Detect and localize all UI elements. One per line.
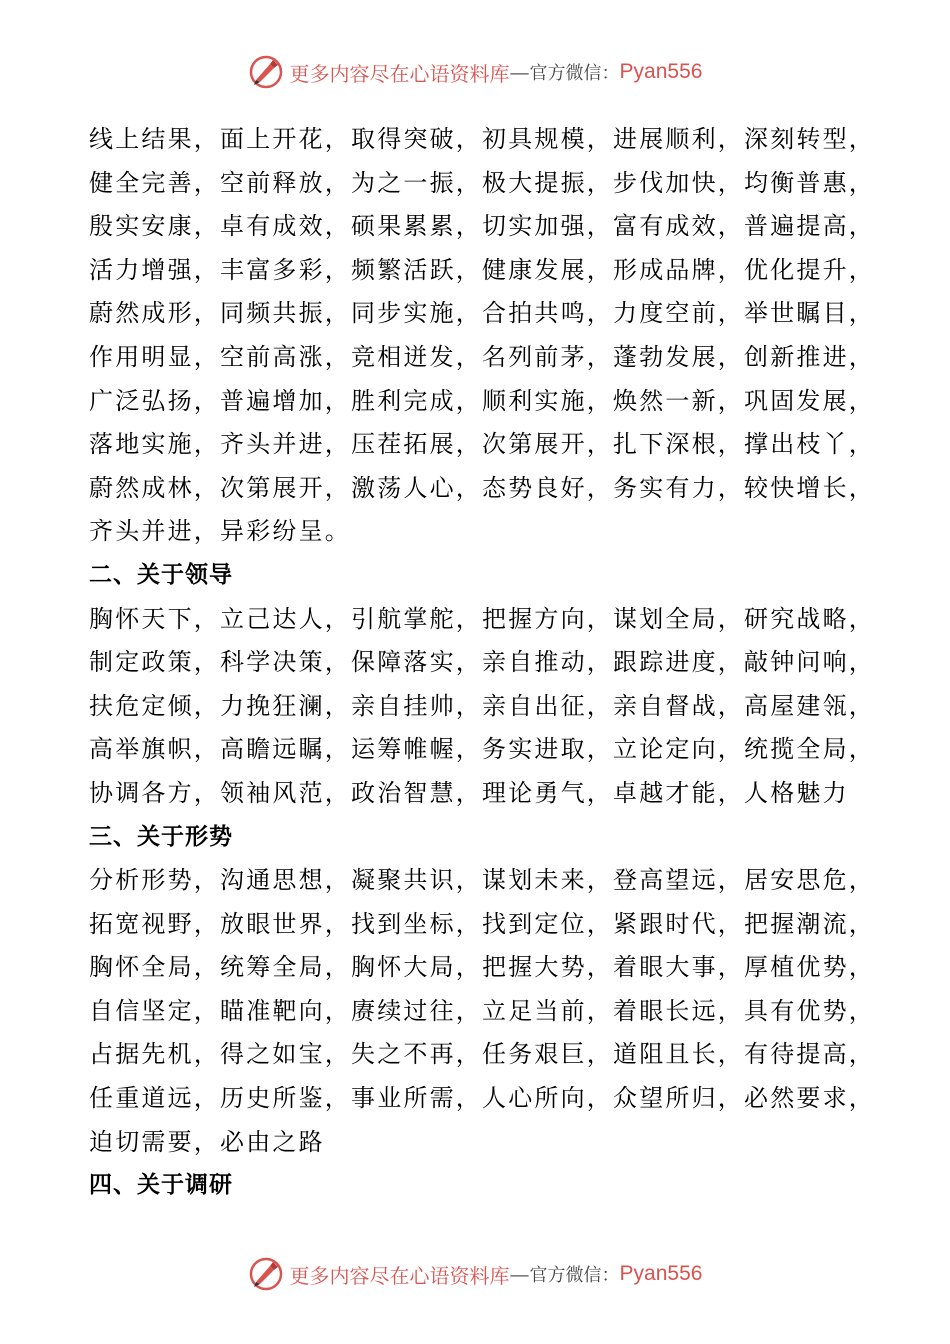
banner-wechat-id: Pyan556 (619, 60, 703, 83)
text-line: 广泛弘扬，普遍增加，胜利完成，顺利实施，焕然一新，巩固发展， (89, 386, 875, 415)
section-research (89, 1164, 859, 1208)
text-line: 齐头并进，异彩纷呈。 (89, 517, 351, 546)
text-line: 殷实安康，卓有成效，硕果累累，切实加强，富有成效，普遍提高， (89, 212, 875, 241)
text-line: 作用明显，空前高涨，竞相迸发，名列前茅，蓬勃发展，创新推进， (89, 342, 875, 371)
text-line: 落地实施，齐头并进，压茬拓展，次第展开，扎下深根，撑出枝丫， (89, 430, 875, 459)
text-line: 扶危定倾，力挽狂澜，亲自挂帅，亲自出征，亲自督战，高屋建瓴， (89, 691, 875, 720)
pen-circle-logo-icon (248, 54, 284, 90)
text-line: 任重道远，历史所鉴，事业所需，人心所向，众望所归，必然要求， (89, 1084, 875, 1113)
banner-wechat-label: 官方微信： (529, 63, 620, 84)
text-line: 占据先机，得之如宝，失之不再，任务艰巨，道阻且长，有待提高， (89, 1040, 875, 1069)
section-intro (89, 118, 875, 554)
banner-dash: — (509, 1262, 530, 1286)
text-line: 分析形势，沟通思想，凝聚共识，谋划未来，登高望远，居安思危， (89, 866, 875, 895)
banner-wechat-id: Pyan556 (619, 1262, 703, 1285)
text-line: 胸怀天下，立己达人，引航掌舵，把握方向，谋划全局，研究战略， (89, 604, 875, 633)
banner-dash: — (509, 60, 530, 84)
section-heading: 四、关于调研 (89, 1172, 233, 1199)
section-heading: 三、关于形势 (89, 823, 233, 850)
text-line: 迫切需要，必由之路 (89, 1127, 325, 1156)
banner-text: 更多内容尽在心语资料库 (289, 61, 510, 86)
text-line: 线上结果，面上开花，取得突破，初具规模，进展顺利，深刻转型， (89, 125, 875, 153)
text-line: 健全完善，空前释放，为之一振，极大提振，步伐加快，均衡普惠， (89, 168, 875, 197)
text-line: 胸怀全局，统筹全局，胸怀大局，把握大势，着眼大事，厚植优势， (89, 953, 875, 982)
document-body (89, 118, 875, 1208)
text-line: 高举旗帜，高瞻远瞩，运筹帷幄，务实进取，立论定向，统揽全局， (89, 735, 875, 764)
text-line: 协调各方，领袖风范，政治智慧，理论勇气，卓越才能，人格魅力 (89, 778, 849, 807)
footer-banner (0, 1252, 950, 1296)
text-line: 拓宽视野，放眼世界，找到坐标，找到定位，紧跟时代，把握潮流， (89, 909, 875, 938)
text-line: 活力增强，丰富多彩，频繁活跃，健康发展，形成品牌，优化提升， (89, 255, 875, 284)
section-situation (89, 816, 875, 1165)
pen-circle-logo-icon (248, 1256, 284, 1292)
banner-wechat-label: 官方微信： (529, 1265, 620, 1286)
text-line: 蔚然成形，同频共振，同步实施，合拍共鸣，力度空前，举世瞩目， (89, 299, 875, 328)
section-leadership (89, 554, 875, 816)
banner-text: 更多内容尽在心语资料库 (289, 1263, 510, 1288)
text-line: 制定政策，科学决策，保障落实，亲自推动，跟踪进度，敲钟问响， (89, 648, 875, 677)
text-line: 蔚然成林，次第展开，激荡人心，态势良好，务实有力，较快增长， (89, 473, 875, 502)
text-line: 自信坚定，瞄准靶向，赓续过往，立足当前，着眼长远，具有优势， (89, 996, 875, 1025)
header-banner (0, 50, 950, 94)
section-heading: 二、关于领导 (89, 561, 233, 588)
